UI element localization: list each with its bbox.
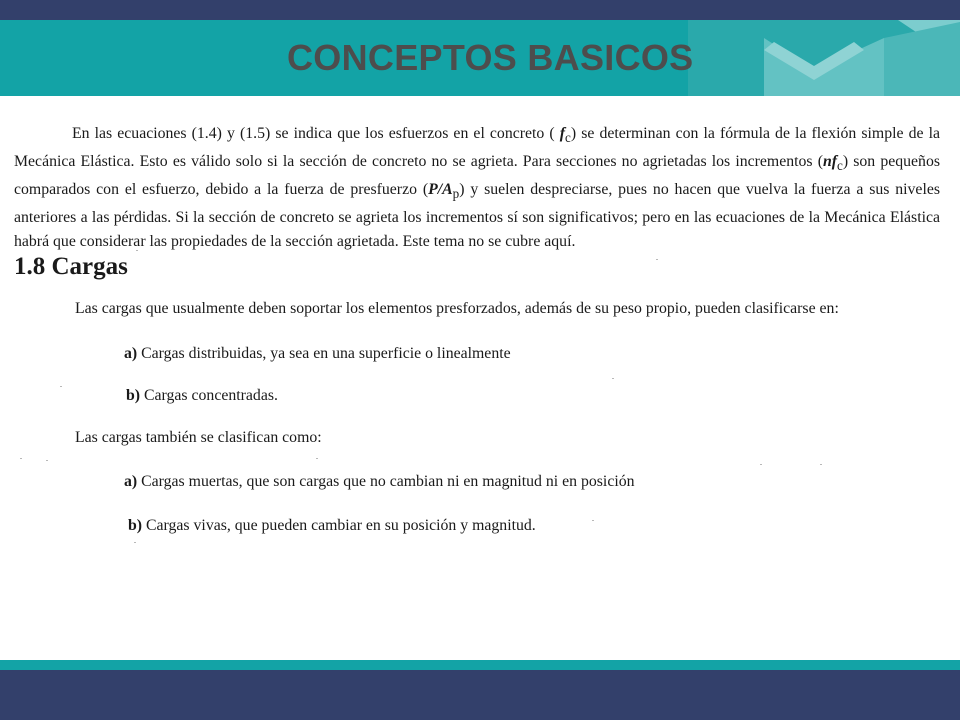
scan-speck xyxy=(656,259,658,260)
paragraph-text-2: ) se determinan con la fórmula de la flexión simple de la Mecánica Elástica. Esto es válido solo si la sección de concreto no se agrieta. Para secciones no agrietadas los incrementos ( xyxy=(14,125,940,170)
list-marker: a) xyxy=(124,473,138,490)
section-intro-2: Las cargas también se clasifican como: xyxy=(75,429,322,446)
scan-speck xyxy=(592,520,594,521)
list-item xyxy=(126,385,278,407)
section-heading: 1.8 Cargas xyxy=(14,253,128,280)
slide-content xyxy=(0,96,960,660)
scan-speck xyxy=(820,464,822,465)
list-item-text: Cargas vivas, que pueden cambiar en su posición y magnitud. xyxy=(142,517,536,534)
symbol-nfc-subscript: c xyxy=(837,158,843,174)
symbol-ap-subscript: p xyxy=(452,186,460,202)
symbol-fc-subscript: c xyxy=(565,130,571,146)
symbol-p-over-ap: P/A xyxy=(428,180,453,198)
list-marker: a) xyxy=(124,345,138,362)
header-decoration xyxy=(688,20,960,96)
scan-speck xyxy=(316,458,318,459)
list-item xyxy=(124,343,511,365)
section-intro: Las cargas que usualmente deben soportar los elementos presforzados, además de su peso propio, pueden clasificarse en: xyxy=(75,300,839,317)
symbol-nfc: nf xyxy=(822,152,837,170)
paragraph-text-4: ) y suelen despreciarse, pues no hacen que vuelva la fuerza a sus niveles anteriores a las pérdidas. Si la sección de concreto se agrieta los incrementos sí son significativos; pero en las ecuaciones de la Mecánica Elástica habrá que considerar las propiedades de la sección agrietada. Este tema no se cubre aquí. xyxy=(14,180,940,250)
scan-speck xyxy=(134,542,136,543)
paragraph-text-1: En las ecuaciones (1.4) y (1.5) se indica que los esfuerzos en el concreto ( xyxy=(72,125,560,142)
scan-speck xyxy=(20,458,22,459)
footer-teal-band xyxy=(0,660,960,670)
list-item-text: Cargas muertas, que son cargas que no cambian ni en magnitud ni en posición xyxy=(137,473,635,490)
scan-speck xyxy=(612,378,614,379)
body-paragraph xyxy=(14,122,940,253)
scan-speck xyxy=(46,460,48,461)
scan-speck xyxy=(760,464,762,465)
slide-title: CONCEPTOS BASICOS xyxy=(287,37,694,78)
top-navy-band xyxy=(0,0,960,20)
list-item xyxy=(124,471,635,493)
list-item-text: Cargas concentradas. xyxy=(140,387,278,404)
scan-speck xyxy=(60,386,62,387)
footer-navy-band xyxy=(0,670,960,720)
symbol-fc: f xyxy=(559,125,565,142)
paragraph-text-3: ) son pequeños comparados con el esfuerzo, debido a la fuerza de presfuerzo ( xyxy=(14,152,940,198)
scan-speck xyxy=(136,250,138,251)
list-item xyxy=(128,515,536,537)
list-marker: b) xyxy=(128,517,143,534)
list-item-text: Cargas distribuidas, ya sea en una superficie o linealmente xyxy=(137,345,511,362)
list-marker: b) xyxy=(126,387,141,404)
